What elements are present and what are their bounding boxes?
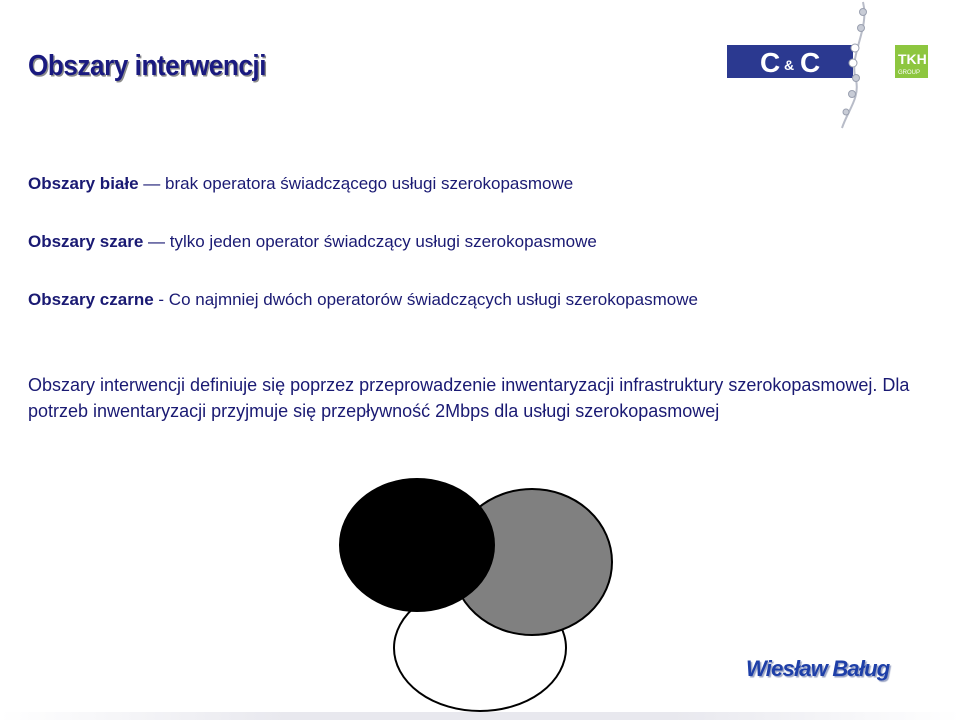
tkh-logo-sub: GROUP: [898, 70, 921, 76]
cc-logo: [727, 45, 853, 78]
definition-grey-areas: [28, 232, 597, 252]
cc-logo-c2: C: [800, 47, 821, 78]
tkh-logo-text: TKH: [898, 51, 927, 67]
definition-separator: -: [153, 290, 169, 309]
definition-term: Obszary szare: [28, 232, 144, 251]
venn-circle-black: [340, 479, 494, 611]
definition-separator: —: [138, 174, 166, 193]
definition-text: Co najmniej dwóch operatorów świadczących usługi szerokopasmowe: [168, 290, 698, 309]
definition-separator: —: [143, 232, 170, 251]
definition-white-areas: [28, 174, 573, 194]
logo-area: [720, 0, 960, 130]
slide-title: Obszary interwencji: [28, 50, 267, 82]
intervention-paragraph: Obszary interwencji definiuje się poprzez przeprowadzenie inwentaryzacji infrastruktury szerokopasmowej. Dla potrzeb inwentaryzacji przyjmuje się przepływność 2Mbps dla usługi szerokopasmowej: [28, 375, 910, 421]
cc-logo-c1: C: [760, 47, 781, 78]
definition-term: Obszary białe: [28, 174, 139, 193]
cc-logo-amp: &: [784, 57, 795, 73]
definition-text: brak operatora świadczącego usługi szerokopasmowe: [165, 174, 574, 193]
author-name: Wiesław Baług: [746, 656, 890, 681]
definition-black-areas: [28, 290, 698, 310]
bottom-divider: [0, 712, 960, 720]
definition-term: Obszary czarne: [28, 290, 154, 309]
definition-text: tylko jeden operator świadczący usługi szerokopasmowe: [169, 232, 597, 251]
tkh-logo: [895, 45, 928, 78]
venn-diagram: [330, 470, 630, 715]
